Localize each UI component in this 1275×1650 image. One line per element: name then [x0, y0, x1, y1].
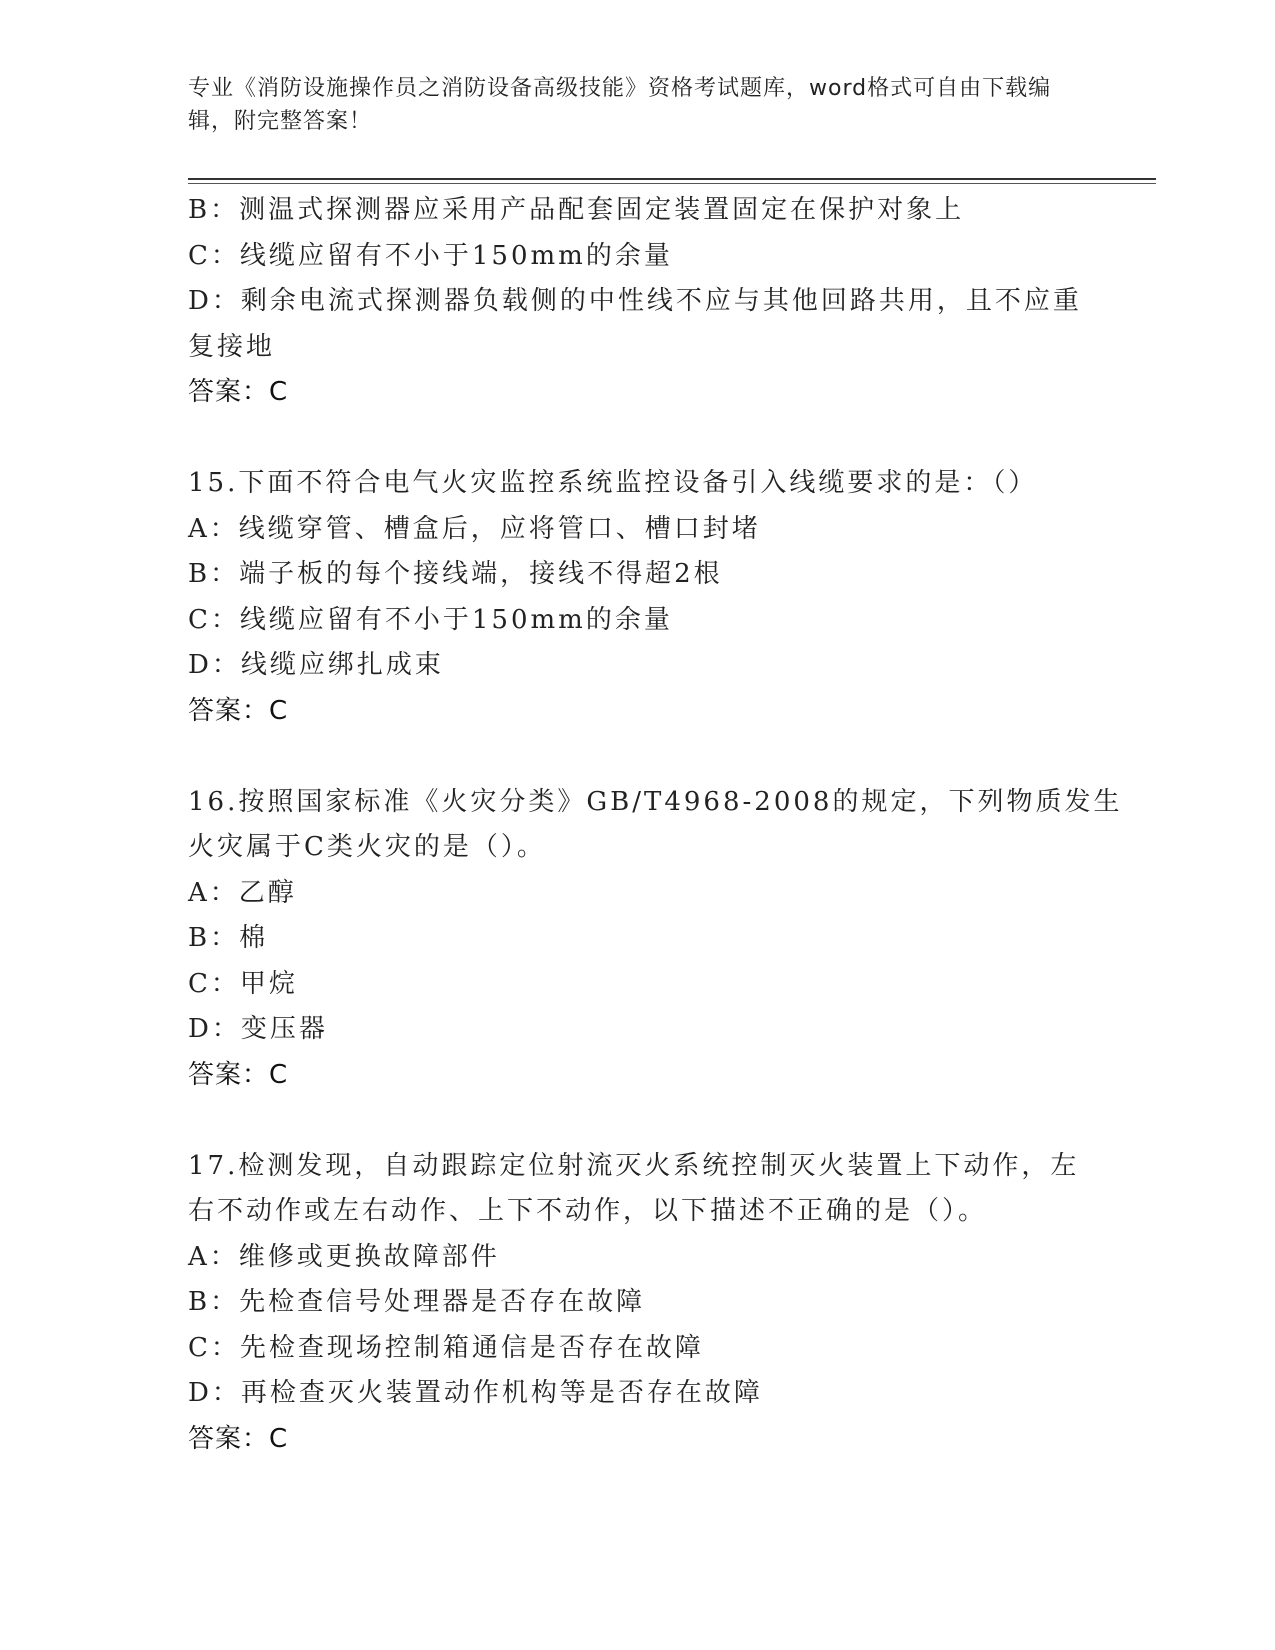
option-d-line-1: D：剩余电流式探测器负载侧的中性线不应与其他回路共用，且不应重 — [188, 286, 1082, 316]
answer: 答案：C — [188, 1059, 289, 1090]
spacer — [188, 416, 1088, 462]
option-b: B：测温式探测器应采用产品配套固定装置固定在保护对象上 — [188, 195, 965, 225]
question-content — [188, 188, 1123, 1462]
question-stem-line-1: 17.检测发现，自动跟踪定位射流灭火系统控制灭火装置上下动作，左 — [188, 1150, 1080, 1181]
answer: 答案：C — [188, 1423, 289, 1454]
question-stem-line-2: 火灾属于C类火灾的是（）。 — [188, 832, 546, 862]
spacer — [188, 1098, 1088, 1144]
option-c: C：线缆应留有不小于150mm的余量 — [188, 240, 673, 271]
question-16 — [188, 780, 1123, 1099]
option-a: A：维修或更换故障部件 — [188, 1241, 500, 1272]
option-d-line-2: 复接地 — [188, 331, 276, 362]
option-a: A：乙醇 — [188, 877, 297, 908]
answer: 答案：C — [188, 695, 289, 726]
option-d: D：变压器 — [188, 1014, 328, 1044]
spacer — [188, 734, 1088, 780]
question-stem-line-1: 16.按照国家标准《火灾分类》GB/T4968-2008的规定，下列物质发生 — [188, 786, 1123, 817]
question-stem-line-2: 右不动作或左右动作、上下不动作，以下描述不正确的是（）。 — [188, 1196, 988, 1226]
partial-question-14 — [188, 188, 1088, 416]
option-d: D：再检查灭火装置动作机构等是否存在故障 — [188, 1378, 763, 1408]
option-c: C：甲烷 — [188, 968, 298, 999]
option-c: C：线缆应留有不小于150mm的余量 — [188, 604, 673, 635]
question-15 — [188, 461, 1088, 734]
header-rule-thin — [188, 183, 1156, 184]
option-d: D：线缆应绑扎成束 — [188, 650, 444, 680]
header-rule-thick — [188, 178, 1156, 180]
option-c: C：先检查现场控制箱通信是否存在故障 — [188, 1332, 704, 1363]
option-b: B：棉 — [188, 923, 269, 953]
answer: 答案：C — [188, 377, 289, 407]
question-17 — [188, 1144, 1088, 1463]
page-header: 专业《消防设施操作员之消防设备高级技能》资格考试题库，word格式可自由下载编辑，附完整答案！ — [188, 76, 1052, 134]
option-b: B：端子板的每个接线端，接线不得超2根 — [188, 559, 723, 589]
option-b: B：先检查信号处理器是否存在故障 — [188, 1287, 646, 1317]
question-stem: 15.下面不符合电气火灾监控系统监控设备引入线缆要求的是：（） — [188, 468, 1038, 498]
option-a: A：线缆穿管、槽盒后，应将管口、槽口封堵 — [188, 513, 761, 544]
